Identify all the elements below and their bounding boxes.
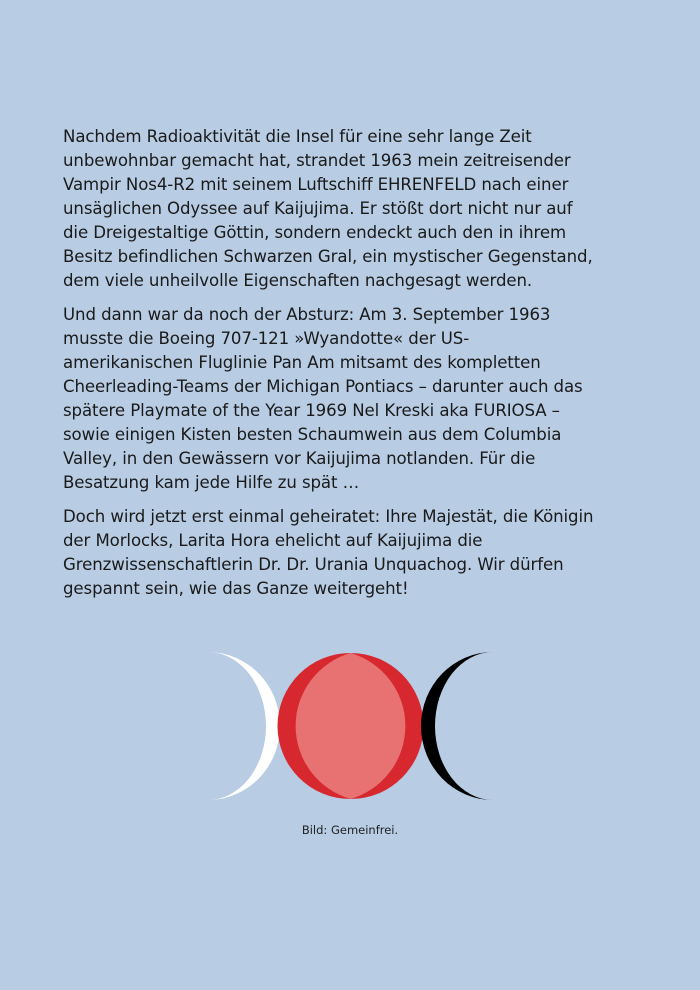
paragraph-1: Nachdem Radioaktivität die Insel für eine sehr lange Zeit unbewohnbar gemacht hat, strandet 1963 mein zeitreisender Vampir Nos4-R2 mit seinem Luftschiff EHRENFELD nach einer unsäglichen Odyssee auf Kaijujima. Er stößt dort nicht nur auf die Dreigestaltige Göttin, sondern endeckt auch den in ihrem Besitz befindlichen Schwarzen Gral, ein mystischer Gegenstand, dem viele unheilvolle Eigenschaften nachgesagt werden.	[63, 127, 593, 290]
black-crescent-icon	[421, 652, 493, 800]
body-text	[63, 125, 663, 611]
paragraph-2: Und dann war da noch der Absturz: Am 3. September 1963 musste die Boeing 707-121 »Wyandotte« der US- amerikanischen Fluglinie Pan Am mitsamt des kompletten Cheerleading-Teams der Michigan Pontiacs – darunter auch das spätere Playmate of the Year 1969 Nel Kreski aka FURIOSA – sowie einigen Kisten besten Schaumwein aus dem Columbia Valley, in den Gewässern vor Kaijujima notlanden. Für die Besatzung kam jede Hilfe zu spät …	[63, 305, 583, 492]
image-caption: Bild: Gemeinfrei.	[301, 823, 399, 837]
paragraph-3: Doch wird jetzt erst einmal geheiratet: Ihre Majestät, die Königin der Morlocks, Larita Hora ehelicht auf Kaijujima die Grenzwissenschaftlerin Dr. Dr. Urania Unquachog. Wir dürfen gespannt sein, wie das Ganze weitergeht!	[63, 507, 594, 598]
white-crescent-icon	[208, 652, 280, 800]
triple-moon-icon	[207, 651, 494, 801]
